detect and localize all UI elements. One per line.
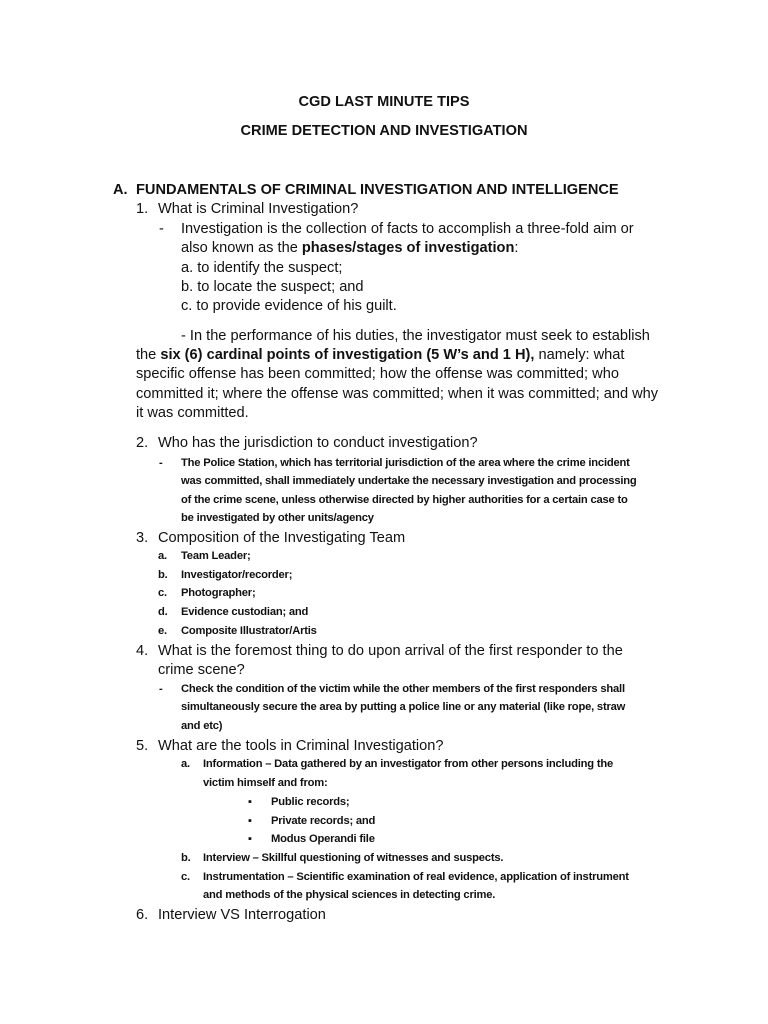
q1-para-post: namely: what	[534, 347, 625, 363]
section-letter: A.	[113, 182, 128, 198]
q3-item: Photographer;	[181, 587, 256, 599]
q1-line2-post: :	[514, 240, 519, 256]
q1-aim: c. to provide evidence of his guilt.	[181, 298, 397, 314]
q2-dash: -	[159, 457, 163, 469]
q5-question: What are the tools in Criminal Investigation?	[158, 738, 444, 754]
q4-number: 4.	[136, 643, 149, 659]
q4-answer-line: Check the condition of the victim while the other members of the first responders shall	[181, 683, 625, 695]
document-subtitle: CRIME DETECTION AND INVESTIGATION	[240, 123, 528, 139]
q5-number: 5.	[136, 738, 149, 754]
q6-question: Interview VS Interrogation	[158, 907, 326, 923]
q1-line2-bold: phases/stages of investigation	[301, 240, 515, 256]
q5-bullet-item: Modus Operandi file	[271, 833, 375, 845]
q3-item-letter: b.	[158, 569, 168, 581]
q1-aim: b. to locate the suspect; and	[181, 279, 364, 295]
q2-answer-line: The Police Station, which has territorial jurisdiction of the area where the crime incident	[181, 457, 630, 469]
q5-interview: Interview – Skillful questioning of witnesses and suspects.	[203, 852, 504, 864]
bullet-icon: ▪	[248, 833, 252, 845]
q3-item: Investigator/recorder;	[181, 569, 293, 581]
q1-answer-line	[181, 240, 518, 256]
q1-para-bold: six (6) cardinal points of investigation (5 W’s and 1 H),	[160, 347, 535, 363]
q3-item-letter: e.	[158, 625, 167, 637]
q4-answer-line: and etc)	[181, 720, 223, 732]
q5-bullet-item: Public records;	[271, 796, 350, 808]
q2-number: 2.	[136, 435, 149, 451]
q1-line2-pre: also known as the	[181, 240, 302, 256]
q5-bullet-item: Private records; and	[271, 815, 376, 827]
q1-dash: -	[159, 221, 164, 237]
q3-item: Composite Illustrator/Artis	[181, 625, 317, 637]
q3-question: Composition of the Investigating Team	[158, 530, 406, 546]
q2-question: Who has the jurisdiction to conduct investigation?	[158, 435, 478, 451]
section-title: FUNDAMENTALS OF CRIMINAL INVESTIGATION AND INTELLIGENCE	[136, 182, 619, 198]
q1-paragraph-line: it was committed.	[136, 405, 249, 421]
q4-question-line: crime scene?	[158, 662, 245, 678]
q3-item-letter: c.	[158, 587, 167, 599]
q5-item-letter: a.	[181, 758, 190, 770]
q1-aim: a. to identify the suspect;	[181, 260, 343, 276]
q2-answer-line: be investigated by other units/agency	[181, 512, 374, 524]
q1-paragraph-line: committed it; where the offense was committed; when it was committed; and why	[136, 386, 659, 402]
bullet-icon: ▪	[248, 796, 252, 808]
q5-instrumentation-line: and methods of the physical sciences in detecting crime.	[203, 889, 496, 901]
q4-dash: -	[159, 683, 163, 695]
q1-question: What is Criminal Investigation?	[158, 201, 359, 217]
q1-paragraph-line: specific offense has been committed; how the offense was committed; who	[136, 366, 619, 382]
q3-item-letter: a.	[158, 550, 167, 562]
q1-answer-line: Investigation is the collection of facts to accomplish a three-fold aim or	[181, 221, 634, 237]
q3-item-letter: d.	[158, 606, 168, 618]
q1-number: 1.	[136, 201, 149, 217]
q1-para-pre: the	[136, 347, 161, 363]
q5-information-line: Information – Data gathered by an investigator from other persons including the	[203, 758, 614, 770]
q5-information-line: victim himself and from:	[203, 777, 328, 789]
q5-item-letter: b.	[181, 852, 191, 864]
q2-answer-line: was committed, shall immediately undertake the necessary investigation and processing	[181, 475, 637, 487]
q4-answer-line: simultaneously secure the area by putting a police line or any material (like rope, straw	[181, 701, 626, 713]
q4-question-line: What is the foremost thing to do upon arrival of the first responder to the	[158, 643, 623, 659]
bullet-icon: ▪	[248, 815, 252, 827]
q6-number: 6.	[136, 907, 149, 923]
q5-instrumentation-line: Instrumentation – Scientific examination of real evidence, application of instrument	[203, 871, 629, 883]
q3-number: 3.	[136, 530, 149, 546]
document-title: CGD LAST MINUTE TIPS	[298, 94, 470, 110]
q1-paragraph-line: - In the performance of his duties, the investigator must seek to establish	[181, 328, 650, 344]
q3-item: Evidence custodian; and	[181, 606, 309, 618]
q2-answer-line: of the crime scene, unless otherwise directed by higher authorities for a certain case to	[181, 494, 628, 506]
q5-item-letter: c.	[181, 871, 190, 883]
q3-item: Team Leader;	[181, 550, 251, 562]
q1-paragraph-line	[136, 347, 624, 363]
